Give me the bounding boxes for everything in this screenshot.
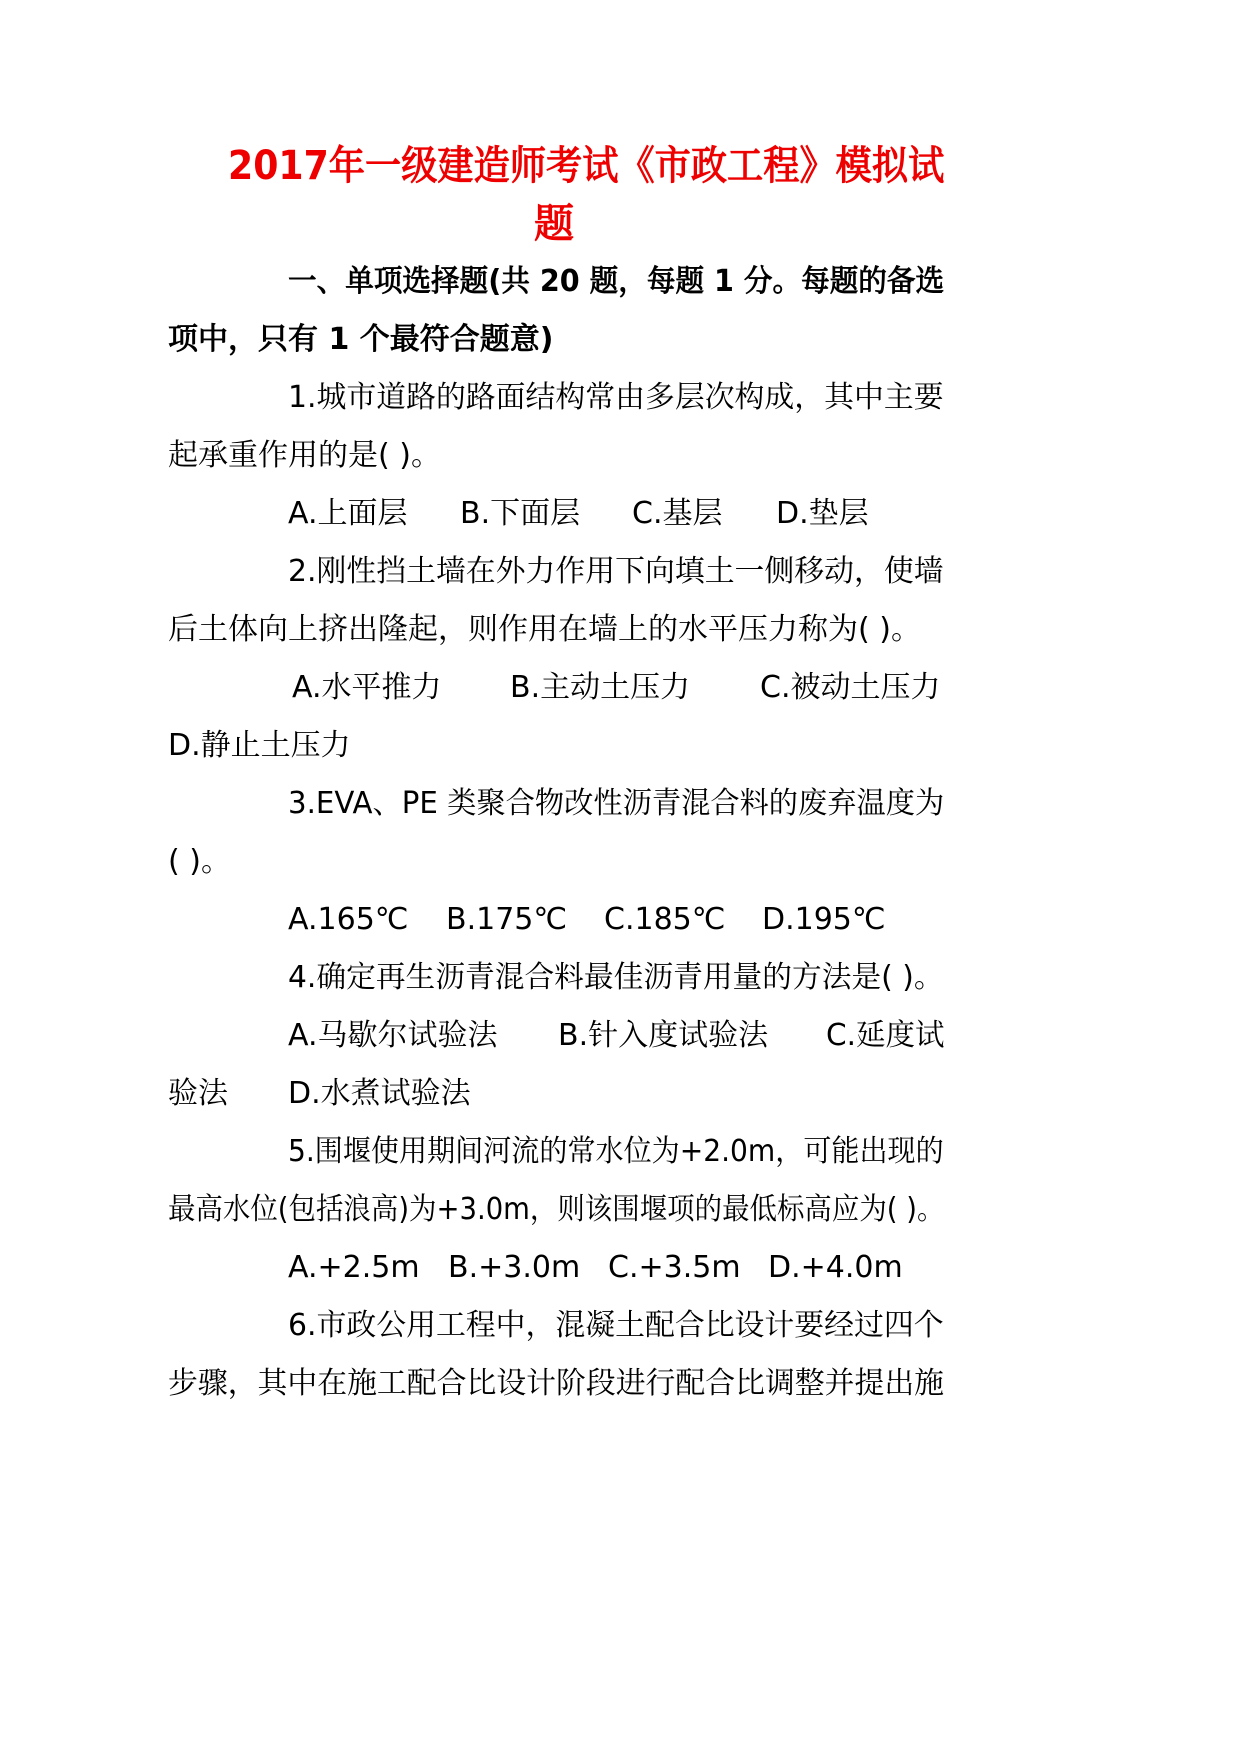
question-4-options-row-2 [0, 1074, 1241, 1114]
option-d: D.195℃ [762, 902, 886, 937]
option-c: C.延度试 [826, 1018, 945, 1053]
option-b: B.+3.0m [448, 1250, 581, 1285]
option-b: B.针入度试验法 [558, 1018, 769, 1053]
question-6-line-2: 步骤，其中在施工配合比设计阶段进行配合比调整并提出施 [168, 1366, 945, 1401]
question-1-line-1: 1.城市道路的路面结构常由多层次构成，其中主要 [288, 380, 944, 415]
question-2-line-2: 后土体向上挤出隆起，则作用在墙上的水平压力称为( )。 [168, 612, 921, 647]
question-2-options [0, 668, 1241, 708]
option-c: C.基层 [632, 496, 723, 531]
question-3-line-2: ( )。 [168, 844, 231, 879]
option-c: C.185℃ [604, 902, 726, 937]
question-2-option-d: D.静止土压力 [168, 728, 351, 763]
option-d: D.垫层 [776, 496, 869, 531]
option-a: A.165℃ [288, 902, 409, 937]
question-6-line-1: 6.市政公用工程中，混凝土配合比设计要经过四个 [288, 1308, 944, 1343]
option-a: A.水平推力 [292, 670, 442, 705]
question-3-line-1: 3.EVA、PE 类聚合物改性沥青混合料的废弃温度为 [288, 786, 945, 821]
document-title-line-1: 2017年一级建造师考试《市政工程》模拟试 [228, 143, 945, 189]
question-3-options [0, 900, 1241, 940]
question-4-options-row-1 [0, 1016, 1241, 1056]
option-b: B.下面层 [460, 496, 581, 531]
option-d: D.水煮试验法 [288, 1076, 471, 1111]
option-c: C.+3.5m [608, 1250, 741, 1285]
option-c: C.被动土压力 [760, 670, 941, 705]
question-1-line-2: 起承重作用的是( )。 [168, 438, 441, 473]
section-heading-line-1: 一、单项选择题(共 20 题，每题 1 分。每题的备选 [288, 264, 945, 299]
option-b: B.175℃ [446, 902, 568, 937]
question-1-options [0, 494, 1241, 534]
section-heading-line-2: 项中，只有 1 个最符合题意) [168, 322, 554, 357]
option-c-continued: 验法 [168, 1076, 228, 1111]
question-2-line-1: 2.刚性挡土墙在外力作用下向填土一侧移动，使墙 [288, 554, 944, 589]
option-d: D.+4.0m [768, 1250, 903, 1285]
option-a: A.马歇尔试验法 [288, 1018, 498, 1053]
question-5-options [0, 1248, 1241, 1288]
option-a: A.上面层 [288, 496, 408, 531]
question-5-line-1: 5.围堰使用期间河流的常水位为+2.0m，可能出现的 [288, 1134, 944, 1169]
question-4-line-1: 4.确定再生沥青混合料最佳沥青用量的方法是( )。 [288, 960, 944, 995]
document-title-line-2: 题 [534, 201, 574, 247]
question-5-line-2: 最高水位(包括浪高)为+3.0m，则该围堰项的最低标高应为( )。 [168, 1192, 945, 1227]
option-a: A.+2.5m [288, 1250, 420, 1285]
option-b: B.主动土压力 [510, 670, 691, 705]
